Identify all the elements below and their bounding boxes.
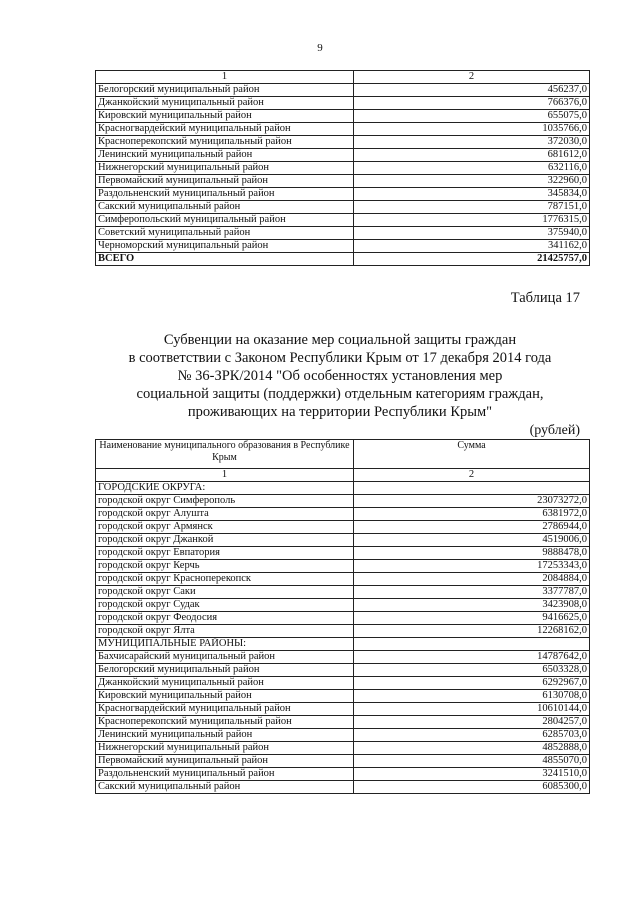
row-value: 4519006,0	[354, 534, 590, 547]
table-row	[96, 703, 590, 716]
header-name: Наименование муниципального образования в Республике Крым	[96, 440, 354, 469]
header-sum: Сумма	[354, 440, 590, 469]
row-value: 6292967,0	[354, 677, 590, 690]
row-value: 3423908,0	[354, 599, 590, 612]
table-row	[96, 240, 590, 253]
row-name: городской округ Ялта	[96, 625, 354, 638]
row-value: 456237,0	[354, 84, 590, 97]
row-name: городской округ Саки	[96, 586, 354, 599]
table-row	[96, 162, 590, 175]
table-row	[96, 110, 590, 123]
row-value: 23073272,0	[354, 495, 590, 508]
total-value: 21425757,0	[354, 253, 590, 266]
table-row	[96, 664, 590, 677]
table-row	[96, 521, 590, 534]
table-row	[96, 149, 590, 162]
row-name: Симферопольский муниципальный район	[96, 214, 354, 227]
column-number: 1	[96, 71, 354, 84]
row-value: 2084884,0	[354, 573, 590, 586]
row-name: Первомайский муниципальный район	[96, 175, 354, 188]
row-value: 681612,0	[354, 149, 590, 162]
row-name: Красноперекопский муниципальный район	[96, 136, 354, 149]
row-name: Сакский муниципальный район	[96, 781, 354, 794]
row-value: 322960,0	[354, 175, 590, 188]
row-value: 3241510,0	[354, 768, 590, 781]
row-value: 345834,0	[354, 188, 590, 201]
row-value: 3377787,0	[354, 586, 590, 599]
row-value: 1776315,0	[354, 214, 590, 227]
row-name: Джанкойский муниципальный район	[96, 677, 354, 690]
row-name: Раздольненский муниципальный район	[96, 768, 354, 781]
row-name: Красногвардейский муниципальный район	[96, 123, 354, 136]
table-row	[96, 136, 590, 149]
table-row	[96, 755, 590, 768]
title-line: Субвенции на оказание мер социальной защиты граждан	[163, 332, 517, 348]
row-value: 1035766,0	[354, 123, 590, 136]
table-row	[96, 716, 590, 729]
column-number: 1	[96, 469, 354, 482]
row-name: городской округ Джанкой	[96, 534, 354, 547]
row-value: 766376,0	[354, 97, 590, 110]
row-value: 372030,0	[354, 136, 590, 149]
column-number-row	[96, 71, 590, 84]
row-value: 375940,0	[354, 227, 590, 240]
row-value: 787151,0	[354, 201, 590, 214]
table-row	[96, 97, 590, 110]
table-row	[96, 625, 590, 638]
row-name: городской округ Керчь	[96, 560, 354, 573]
row-name: Первомайский муниципальный район	[96, 755, 354, 768]
row-value: 9888478,0	[354, 547, 590, 560]
row-name: Черноморский муниципальный район	[96, 240, 354, 253]
table-row	[96, 201, 590, 214]
table-row	[96, 573, 590, 586]
row-name: Раздольненский муниципальный район	[96, 188, 354, 201]
table-row	[96, 599, 590, 612]
row-value: 4852888,0	[354, 742, 590, 755]
table-row	[96, 188, 590, 201]
row-name: городской округ Феодосия	[96, 612, 354, 625]
row-name: Белогорский муниципальный район	[96, 84, 354, 97]
row-value: 6381972,0	[354, 508, 590, 521]
row-value: 9416625,0	[354, 612, 590, 625]
row-value: 6130708,0	[354, 690, 590, 703]
column-number: 2	[354, 71, 590, 84]
page-number: 9	[317, 42, 323, 54]
row-value: 655075,0	[354, 110, 590, 123]
row-value: 14787642,0	[354, 651, 590, 664]
row-name: городской округ Симферополь	[96, 495, 354, 508]
row-value: 17253343,0	[354, 560, 590, 573]
row-value: 6503328,0	[354, 664, 590, 677]
row-name: Кировский муниципальный район	[96, 110, 354, 123]
row-name: Бахчисарайский муниципальный район	[96, 651, 354, 664]
row-name: городской округ Алушта	[96, 508, 354, 521]
row-value: 2786944,0	[354, 521, 590, 534]
title-line: в соответствии с Законом Республики Крым от 17 декабря 2014 года	[128, 350, 552, 366]
continued-table	[95, 70, 590, 266]
table-row	[96, 638, 590, 651]
table-row	[96, 742, 590, 755]
row-value: 6285703,0	[354, 729, 590, 742]
table-title	[0, 331, 640, 421]
table-row	[96, 227, 590, 240]
table-row	[96, 175, 590, 188]
subsidies-table	[95, 439, 590, 794]
table-row	[96, 123, 590, 136]
table-row	[96, 508, 590, 521]
table-row	[96, 547, 590, 560]
table-row	[96, 729, 590, 742]
row-name: Ленинский муниципальный район	[96, 149, 354, 162]
row-value: 4855070,0	[354, 755, 590, 768]
row-value	[354, 638, 590, 651]
row-name: Нижнегорский муниципальный район	[96, 162, 354, 175]
row-name: МУНИЦИПАЛЬНЫЕ РАЙОНЫ:	[96, 638, 354, 651]
table-row	[96, 690, 590, 703]
row-value: 2804257,0	[354, 716, 590, 729]
row-value: 341162,0	[354, 240, 590, 253]
table-row	[96, 482, 590, 495]
title-line: социальной защиты (поддержки) отдельным категориям граждан,	[136, 386, 544, 402]
row-value: 632116,0	[354, 162, 590, 175]
row-name: Джанкойский муниципальный район	[96, 97, 354, 110]
row-name: Кировский муниципальный район	[96, 690, 354, 703]
table-label: Таблица 17	[510, 290, 580, 306]
table-row	[96, 768, 590, 781]
column-number-row	[96, 469, 590, 482]
row-name: городской округ Красноперекопск	[96, 573, 354, 586]
header-row	[96, 440, 590, 469]
unit-label: (рублей)	[529, 423, 580, 438]
title-line: № 36-ЗРК/2014 "Об особенностях установления мер	[177, 368, 503, 384]
row-name: Сакский муниципальный район	[96, 201, 354, 214]
row-name: городской округ Судак	[96, 599, 354, 612]
table-row	[96, 84, 590, 97]
table-row	[96, 677, 590, 690]
table-row	[96, 534, 590, 547]
row-name: Нижнегорский муниципальный район	[96, 742, 354, 755]
total-label: ВСЕГО	[96, 253, 354, 266]
table-row	[96, 214, 590, 227]
table-row	[96, 651, 590, 664]
row-name: Белогорский муниципальный район	[96, 664, 354, 677]
row-value	[354, 482, 590, 495]
table-row	[96, 495, 590, 508]
table-row	[96, 586, 590, 599]
row-value: 12268162,0	[354, 625, 590, 638]
table-row	[96, 560, 590, 573]
table-row	[96, 781, 590, 794]
total-row	[96, 253, 590, 266]
row-name: Красногвардейский муниципальный район	[96, 703, 354, 716]
row-name: городской округ Евпатория	[96, 547, 354, 560]
row-name: городской округ Армянск	[96, 521, 354, 534]
row-name: Ленинский муниципальный район	[96, 729, 354, 742]
title-line: проживающих на территории Республики Крым"	[187, 404, 493, 420]
row-name: ГОРОДСКИЕ ОКРУГА:	[96, 482, 354, 495]
column-number: 2	[354, 469, 590, 482]
row-name: Советский муниципальный район	[96, 227, 354, 240]
table-row	[96, 612, 590, 625]
row-value: 10610144,0	[354, 703, 590, 716]
row-value: 6085300,0	[354, 781, 590, 794]
row-name: Красноперекопский муниципальный район	[96, 716, 354, 729]
